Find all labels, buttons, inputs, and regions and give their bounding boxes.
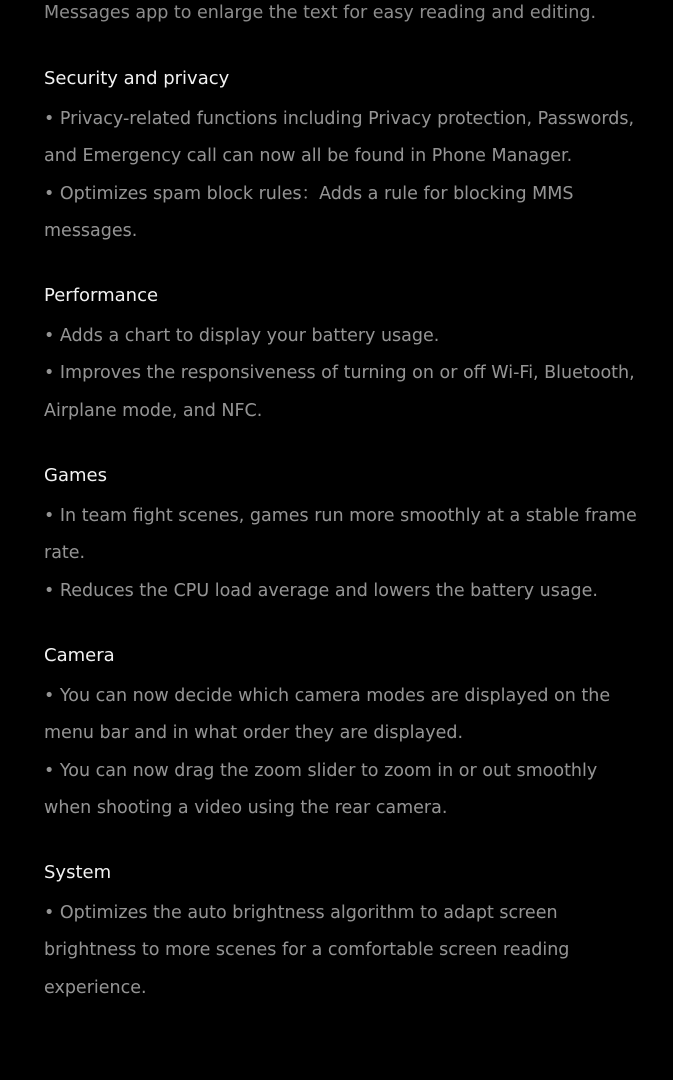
- list-item: • Adds a chart to display your battery usage.: [44, 326, 440, 347]
- list-item: • You can now decide which camera modes are displayed on the menu bar and in what order they are displayed.: [44, 685, 611, 744]
- list-item: • Privacy-related functions including Privacy protection, Passwords, and Emergency call can now all be found in Phone Manager.: [44, 109, 635, 167]
- intro-text: Messages app to enlarge the text for easy reading and editing.: [44, 3, 597, 23]
- release-notes: [44, 0, 644, 1007]
- section-title: Camera: [44, 644, 115, 666]
- section-system: [44, 861, 644, 1007]
- list-item: • Improves the responsiveness of turning on or off Wi-Fi, Bluetooth, Airplane mode, and NFC.: [44, 363, 635, 421]
- section-title: Games: [44, 465, 107, 487]
- section-items: [44, 678, 644, 827]
- list-item: • You can now drag the zoom slider to zoom in or out smoothly when shooting a video using the rear camera.: [44, 760, 598, 818]
- section-camera: [44, 644, 644, 827]
- section-title: System: [44, 862, 112, 884]
- section-items: [44, 101, 644, 250]
- list-item: • In team fight scenes, games run more smoothly at a stable frame rate.: [44, 506, 637, 564]
- section-title: Security and privacy: [44, 68, 230, 89]
- section-title: Performance: [44, 285, 159, 307]
- list-item: • Optimizes the auto brightness algorithm to adapt screen brightness to more scenes for a comfortable screen reading experience.: [44, 903, 570, 998]
- section-items: [44, 498, 644, 610]
- section-items: [44, 318, 644, 430]
- list-item: • Optimizes spam block rules：Adds a rule for blocking MMS messages.: [44, 183, 574, 241]
- list-item: • Reduces the CPU load average and lowers the battery usage.: [44, 580, 598, 601]
- section-security-privacy: [44, 67, 644, 250]
- section-games: [44, 464, 644, 610]
- section-performance: [44, 284, 644, 430]
- section-items: [44, 895, 644, 1007]
